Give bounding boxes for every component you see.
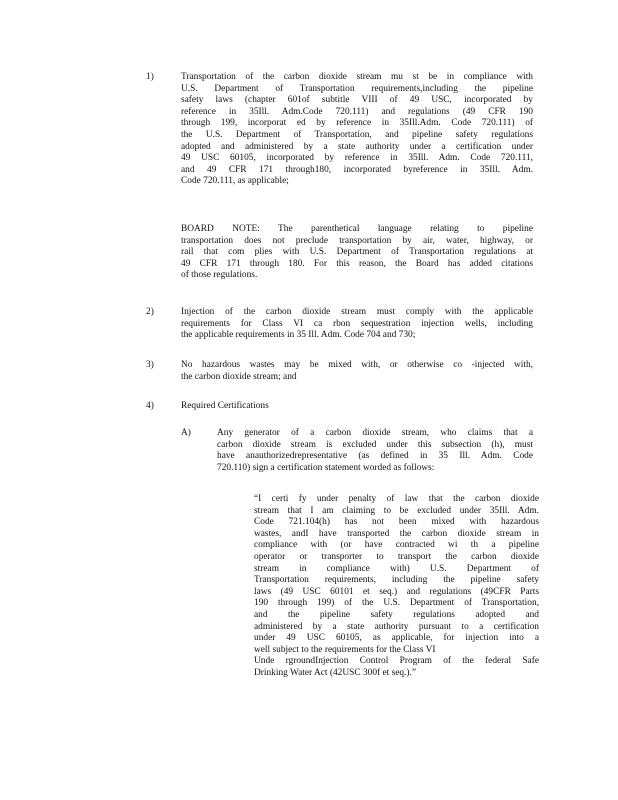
text-line: administered by a state authority pursuant to a certification xyxy=(254,621,539,632)
text-line: wastes, andI have transported the carbon dioxide stream in xyxy=(254,528,539,539)
text-line: No hazardous wastes may be mixed with, or otherwise co -injected with, xyxy=(181,360,533,370)
text-line: requirements for Class VI ca rbon sequestration injection wells, including xyxy=(181,318,533,329)
text-line: “I certi fy under penalty of law that the carbon dioxide xyxy=(254,494,539,504)
text-line: rail that com plies with U.S. Department of Transportation regulations at xyxy=(181,247,533,258)
text-line: well subject to the requirements for the Class VI xyxy=(254,644,436,655)
item-text xyxy=(181,360,533,383)
text-line: transportation does not preclude transportation by air, water, highway, or xyxy=(181,235,533,246)
text-line: compliance with (or have contracted wi th a pipeline xyxy=(254,540,539,551)
text-line: through 199, incorporat ed by reference in 35Ill.Adm. Code 720.111) of xyxy=(181,118,533,129)
item-number: 1) xyxy=(146,72,154,82)
quote-text xyxy=(254,494,539,680)
item-text xyxy=(181,401,533,413)
text-line: safety laws (chapter 601of subtitle VIII of 49 USC, incorporated by xyxy=(181,95,533,106)
text-line: of those regulations. xyxy=(181,270,258,281)
text-line: Required Certifications xyxy=(181,401,269,411)
text-line: the carbon dioxide stream; and xyxy=(181,371,297,382)
sub-item-label: A) xyxy=(181,428,191,438)
text-line: the applicable requirements in 35 Ill. Adm. Code 704 and 730; xyxy=(181,330,416,341)
text-line: Any generator of a carbon dioxide stream, who claims that a xyxy=(217,428,533,438)
item-number: 2) xyxy=(146,307,154,317)
text-line: operator or transporter to transport the carbon dioxide xyxy=(254,551,539,562)
text-line: 190 through 199) of the U.S. Department of Transportation, xyxy=(254,598,539,609)
item-number: 3) xyxy=(146,360,154,370)
text-line: Transportation of the carbon dioxide stream mu st be in compliance with xyxy=(181,72,533,82)
text-line: 49 USC 60105, incorporated by reference in 35Ill. Adm. Code 720.111, xyxy=(181,153,533,164)
text-line: and 49 CFR 171 through180, incorporated byreference in 35Ill. Adm. xyxy=(181,164,533,175)
text-line: stream in compliance with) U.S. Department of xyxy=(254,563,539,574)
item-number: 4) xyxy=(146,401,154,411)
item-text xyxy=(181,307,533,342)
text-line: Transportation requirements, including the pipeline safety xyxy=(254,575,539,586)
text-line: Code 720.111, as applicable; xyxy=(181,176,289,187)
text-line: 720.110) sign a certification statement worded as follows: xyxy=(217,462,435,473)
text-line: and the pipeline safety regulations adopted and xyxy=(254,609,539,620)
text-line: adopted and administered by a state authority under a certification under xyxy=(181,141,533,152)
text-line: U.S. Department of Transportation requirements,including the pipeline xyxy=(181,83,533,94)
text-line: reference in 35Ill. Adm.Code 720.111) and regulations (49 CFR 190 xyxy=(181,106,533,117)
text-line: Injection of the carbon dioxide stream must comply with the applicable xyxy=(181,307,533,317)
text-line: stream that I am claiming to be excluded under 35Ill. Adm. xyxy=(254,505,539,516)
sub-item-text xyxy=(217,428,533,474)
text-line: laws (49 USC 60101 et seq.) and regulations (49CFR Parts xyxy=(254,586,539,597)
text-line: BOARD NOTE: The parenthetical language relating to pipeline xyxy=(181,224,533,234)
board-note-text xyxy=(181,224,533,282)
text-line: under 49 USC 60105, as applicable, for injection into a xyxy=(254,633,539,644)
text-line: Code 721.104(h) has not been mixed with hazardous xyxy=(254,517,539,528)
text-line: Drinking Water Act (42USC 300f et seq.).” xyxy=(254,667,417,678)
text-line: carbon dioxide stream is excluded under this subsection (h), must xyxy=(217,439,533,450)
text-line: the U.S. Department of Transportation, and pipeline safety regulations xyxy=(181,129,533,140)
text-line: Unde rgroundInjection Control Program of the federal Safe xyxy=(254,656,539,667)
text-line: have anauthorizedrepresentative (as defined in 35 Ill. Adm. Code xyxy=(217,451,533,462)
text-line: 49 CFR 171 through 180. For this reason, the Board has added citations xyxy=(181,258,533,269)
item-text xyxy=(181,72,533,188)
